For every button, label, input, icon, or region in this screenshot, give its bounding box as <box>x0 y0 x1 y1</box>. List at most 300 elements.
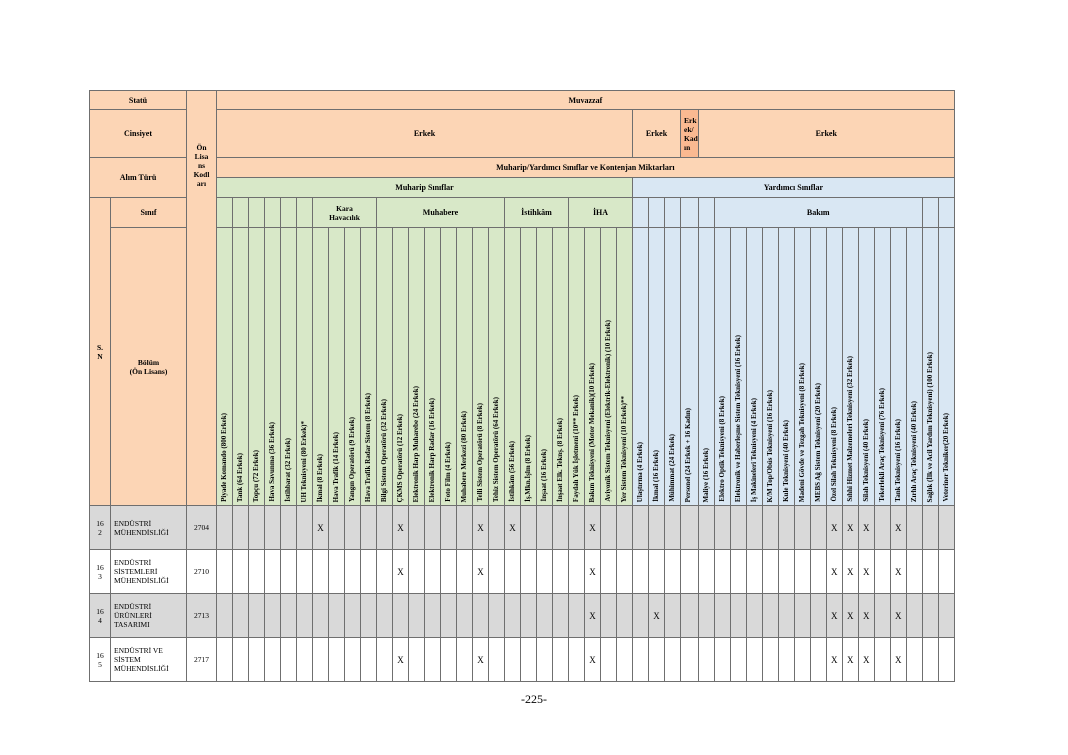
column-header-label: K/M Top/Obüs Teknisyeni (16 Erkek) <box>765 389 774 502</box>
column-header-label: Bakım Teknisyeni (Motor Mekanik)(10 Erkek) <box>588 362 596 502</box>
mark-cell: X <box>826 550 842 594</box>
empty-cell <box>505 550 521 594</box>
column-header-label: Yangın Operatörü (9 Erkek) <box>348 417 356 502</box>
empty-cell <box>489 594 505 638</box>
empty-cell <box>665 550 681 594</box>
mark-cell: X <box>842 594 858 638</box>
row-department: ENDÜSTRİ VE SİSTEM MÜHENDİSLİĞİ <box>111 638 187 682</box>
empty-cell <box>233 550 249 594</box>
mark-cell: X <box>842 638 858 682</box>
empty-cell <box>329 594 345 638</box>
empty-cell <box>217 550 233 594</box>
empty-cell <box>377 550 393 594</box>
empty-cell <box>569 550 585 594</box>
column-header-label: Muhabere Merkezi (80 Erkek) <box>460 410 468 502</box>
column-header-label: Aviyonik Sistem Teknisyeni (Elektrik-Elektronik) (10 Erkek) <box>604 320 612 502</box>
column-header <box>762 228 778 506</box>
row-code: 2710 <box>187 550 217 594</box>
empty-cell <box>906 506 922 550</box>
gender-erkek-kadin: Erk ek/ Kad ın <box>681 110 699 158</box>
column-header-label: Tank Teknisyeni (16 Erkek) <box>893 419 902 502</box>
column-header-label: Elektro Optik Teknisyeni (8 Erkek) <box>717 396 726 502</box>
cinsiyet-label: Cinsiyet <box>90 110 187 158</box>
empty-cell <box>665 594 681 638</box>
column-header <box>377 228 393 506</box>
row-sn: 16 4 <box>90 594 111 638</box>
column-header <box>425 228 441 506</box>
empty-cell <box>441 638 457 682</box>
column-header <box>249 228 265 506</box>
group-empty <box>681 198 699 228</box>
empty-cell <box>217 594 233 638</box>
column-header-label: Mühimmat (24 Erkek) <box>668 434 676 502</box>
column-header <box>858 228 874 506</box>
column-header-label: Ulaştırma (4 Erkek) <box>636 441 644 502</box>
empty-cell <box>329 638 345 682</box>
mark-cell: X <box>585 550 601 594</box>
column-header-label: Hava Trafik Radar Sistem (8 Erkek) <box>364 392 372 502</box>
column-header <box>922 228 938 506</box>
empty-cell <box>794 594 810 638</box>
empty-cell <box>345 638 361 682</box>
column-header <box>345 228 361 506</box>
column-header-label: İnşaat (16 Erkek) <box>540 449 548 502</box>
column-header <box>665 228 681 506</box>
quota-table-container <box>89 90 955 682</box>
empty-cell <box>361 638 377 682</box>
empty-cell <box>537 550 553 594</box>
empty-cell <box>746 506 762 550</box>
column-header-label: Hava Savunma (36 Erkek) <box>268 422 276 502</box>
column-header-label: Özel Silah Teknisyeni (8 Erkek) <box>829 407 838 502</box>
empty-cell <box>233 638 249 682</box>
column-header <box>633 228 649 506</box>
empty-cell <box>698 594 714 638</box>
column-header <box>489 228 505 506</box>
column-header <box>265 228 281 506</box>
mark-cell: X <box>473 506 489 550</box>
empty-cell <box>681 594 699 638</box>
empty-cell <box>938 550 954 594</box>
column-header-label: Silah Teknisyeni (40 Erkek) <box>861 419 870 502</box>
gender-erkek-rest: Erkek <box>698 110 954 158</box>
empty-cell <box>762 638 778 682</box>
group-istihkam: İstihkâm <box>505 198 569 228</box>
group-empty <box>265 198 281 228</box>
mark-cell: X <box>826 638 842 682</box>
empty-cell <box>665 506 681 550</box>
empty-cell <box>425 506 441 550</box>
empty-cell <box>217 506 233 550</box>
empty-cell <box>249 506 265 550</box>
empty-cell <box>249 550 265 594</box>
mark-cell: X <box>585 506 601 550</box>
empty-cell <box>489 506 505 550</box>
empty-cell <box>233 506 249 550</box>
column-header-label: Tank (64 Erkek) <box>236 452 244 502</box>
column-header <box>473 228 489 506</box>
empty-cell <box>313 594 329 638</box>
empty-cell <box>698 550 714 594</box>
empty-cell <box>730 506 746 550</box>
empty-cell <box>810 550 826 594</box>
empty-cell <box>441 594 457 638</box>
sn-header <box>90 198 111 506</box>
mark-cell: X <box>313 506 329 550</box>
empty-cell <box>265 506 281 550</box>
empty-cell <box>601 594 617 638</box>
empty-cell <box>922 594 938 638</box>
column-header-label: Tekerlekli Araç Teknisyeni (76 Erkek) <box>877 388 886 502</box>
column-header <box>906 228 922 506</box>
mark-cell: X <box>505 506 521 550</box>
gender-erkek-support: Erkek <box>633 110 681 158</box>
column-header <box>457 228 473 506</box>
empty-cell <box>569 594 585 638</box>
empty-cell <box>617 638 633 682</box>
yardimci-siniflar-label: Yardımcı Sınıflar <box>633 178 955 198</box>
empty-cell <box>633 506 649 550</box>
column-header-label: Elektronik ve Haberleşme Sistem Teknisyeni (16 Erkek) <box>733 334 742 502</box>
column-header-label: İnşaat Elk. Teknş. (8 Erkek) <box>556 417 564 502</box>
empty-cell <box>361 550 377 594</box>
empty-cell <box>810 638 826 682</box>
empty-cell <box>297 638 313 682</box>
table-row <box>90 594 955 638</box>
empty-cell <box>553 506 569 550</box>
column-header <box>361 228 377 506</box>
row-code: 2717 <box>187 638 217 682</box>
empty-cell <box>457 506 473 550</box>
empty-cell <box>601 550 617 594</box>
mark-cell: X <box>890 594 906 638</box>
column-header <box>521 228 537 506</box>
column-header-label: Zırhlı Araç Teknisyeni (40 Erkek) <box>909 400 918 502</box>
table-row <box>90 506 955 550</box>
column-header-label: ÇKMS Operatörü (12 Erkek) <box>396 413 404 502</box>
empty-cell <box>393 594 409 638</box>
mark-cell: X <box>826 506 842 550</box>
empty-cell <box>762 550 778 594</box>
empty-cell <box>361 594 377 638</box>
column-header <box>505 228 521 506</box>
empty-cell <box>537 594 553 638</box>
empty-cell <box>297 506 313 550</box>
empty-cell <box>938 594 954 638</box>
empty-cell <box>569 638 585 682</box>
column-header <box>313 228 329 506</box>
row-sn: 16 5 <box>90 638 111 682</box>
empty-cell <box>281 638 297 682</box>
empty-cell <box>425 550 441 594</box>
column-header-label: İkmal (16 Erkek) <box>652 450 660 502</box>
column-header-label: MEBS Ağ Sistem Teknisyeni (20 Erkek) <box>813 383 822 502</box>
empty-cell <box>681 638 699 682</box>
empty-cell <box>569 506 585 550</box>
row-sn: 16 3 <box>90 550 111 594</box>
column-header-label: İkmal (8 Erkek) <box>316 453 324 502</box>
column-header <box>681 228 699 506</box>
empty-cell <box>810 594 826 638</box>
group-muhabere: Muhabere <box>377 198 505 228</box>
column-header <box>601 228 617 506</box>
muvazzaf-label: Muvazzaf <box>217 91 955 110</box>
empty-cell <box>874 638 890 682</box>
column-header <box>409 228 425 506</box>
empty-cell <box>425 594 441 638</box>
empty-cell <box>505 638 521 682</box>
column-header-label: Telli Sistem Operatörü (8 Erkek) <box>476 403 484 502</box>
group-empty <box>938 198 954 228</box>
column-header <box>585 228 601 506</box>
column-header <box>890 228 906 506</box>
empty-cell <box>714 638 730 682</box>
empty-cell <box>409 506 425 550</box>
empty-cell <box>649 638 665 682</box>
column-header <box>938 228 954 506</box>
mark-cell: X <box>842 506 858 550</box>
row-department: ENDÜSTRİ SİSTEMLERİ MÜHENDİSLİĞİ <box>111 550 187 594</box>
column-header-label: Yer Sistem Teknisyeni (10 Erkek)** <box>620 395 628 502</box>
empty-cell <box>746 594 762 638</box>
mark-cell: X <box>858 594 874 638</box>
column-header <box>778 228 794 506</box>
column-header <box>537 228 553 506</box>
mark-cell: X <box>393 638 409 682</box>
empty-cell <box>537 506 553 550</box>
empty-cell <box>457 638 473 682</box>
column-header-label: İstihbarat (32 Erkek) <box>284 438 292 502</box>
empty-cell <box>874 506 890 550</box>
empty-cell <box>249 594 265 638</box>
empty-cell <box>297 550 313 594</box>
mark-cell: X <box>842 550 858 594</box>
mark-cell: X <box>890 506 906 550</box>
column-header-label: Faydalı Yük İşletmeni (10** Erkek) <box>572 394 580 502</box>
mark-cell: X <box>826 594 842 638</box>
empty-cell <box>553 594 569 638</box>
column-header <box>842 228 858 506</box>
empty-cell <box>617 506 633 550</box>
column-header <box>698 228 714 506</box>
group-empty <box>233 198 249 228</box>
table-row <box>90 638 955 682</box>
statu-label: Statü <box>90 91 187 110</box>
empty-cell <box>762 506 778 550</box>
mark-cell: X <box>890 550 906 594</box>
row-sn: 16 2 <box>90 506 111 550</box>
column-header-label: İş.Mkn.İşlm (8 Erkek) <box>524 435 532 502</box>
column-header-label: Hava Trafik (14 Erkek) <box>332 431 340 502</box>
empty-cell <box>633 550 649 594</box>
gender-erkek-muharip: Erkek <box>217 110 633 158</box>
empty-cell <box>601 638 617 682</box>
group-kara-havacilik: Kara Havacılık <box>313 198 377 228</box>
row-code: 2704 <box>187 506 217 550</box>
empty-cell <box>521 506 537 550</box>
column-header-label: Piyade Komando (800 Erkek) <box>220 413 228 502</box>
empty-cell <box>313 550 329 594</box>
group-empty <box>922 198 938 228</box>
empty-cell <box>617 550 633 594</box>
empty-cell <box>794 506 810 550</box>
empty-cell <box>489 550 505 594</box>
empty-cell <box>329 506 345 550</box>
empty-cell <box>457 550 473 594</box>
empty-cell <box>249 638 265 682</box>
empty-cell <box>922 638 938 682</box>
empty-cell <box>730 594 746 638</box>
column-header-label: İstihkâm (56 Erkek) <box>508 441 516 502</box>
empty-cell <box>329 550 345 594</box>
quota-table <box>89 90 955 682</box>
empty-cell <box>714 506 730 550</box>
column-header-label: Topçu (72 Erkek) <box>252 449 260 502</box>
empty-cell <box>714 550 730 594</box>
bolum-label: Bölüm (Ön Lisans) <box>129 357 168 376</box>
group-iha: İHA <box>569 198 633 228</box>
empty-cell <box>457 594 473 638</box>
group-empty <box>633 198 649 228</box>
empty-cell <box>714 594 730 638</box>
column-header <box>746 228 762 506</box>
column-header <box>553 228 569 506</box>
empty-cell <box>922 506 938 550</box>
mark-cell: X <box>473 550 489 594</box>
muharip-siniflar-label: Muharip Sınıflar <box>217 178 633 198</box>
column-header-label: Tehiz Sistem Operatörü (64 Erkek) <box>492 396 500 502</box>
empty-cell <box>906 550 922 594</box>
group-empty <box>665 198 681 228</box>
alim-turu-label: Alım Türü <box>90 158 187 198</box>
empty-cell <box>553 550 569 594</box>
empty-cell <box>489 638 505 682</box>
column-header <box>569 228 585 506</box>
column-header <box>649 228 665 506</box>
table-row <box>90 550 955 594</box>
mark-cell: X <box>858 506 874 550</box>
empty-cell <box>938 638 954 682</box>
column-header-label: Madeni Gövde ve Tezgah Teknisyeni (8 Erkek) <box>797 362 806 502</box>
empty-cell <box>441 506 457 550</box>
empty-cell <box>265 550 281 594</box>
empty-cell <box>794 550 810 594</box>
column-header <box>714 228 730 506</box>
column-header <box>810 228 826 506</box>
empty-cell <box>553 638 569 682</box>
group-empty <box>281 198 297 228</box>
sinif-label: Sınıf <box>111 198 187 228</box>
mark-cell: X <box>585 594 601 638</box>
mark-cell: X <box>393 506 409 550</box>
empty-cell <box>233 594 249 638</box>
mark-cell: X <box>858 638 874 682</box>
on-lisans-header <box>187 91 217 506</box>
mark-cell: X <box>890 638 906 682</box>
group-empty <box>249 198 265 228</box>
empty-cell <box>265 638 281 682</box>
group-empty <box>297 198 313 228</box>
empty-cell <box>361 506 377 550</box>
empty-cell <box>521 550 537 594</box>
column-header-label: Bilgi Sistem Operatörü (32 Erkek) <box>380 398 388 502</box>
empty-cell <box>409 550 425 594</box>
empty-cell <box>746 550 762 594</box>
empty-cell <box>377 638 393 682</box>
empty-cell <box>505 594 521 638</box>
column-header-label: Sıhhi Hizmet Malzemeleri Teknisyeni (32 Erkek) <box>845 356 854 502</box>
empty-cell <box>537 638 553 682</box>
row-code: 2713 <box>187 594 217 638</box>
empty-cell <box>762 594 778 638</box>
empty-cell <box>746 638 762 682</box>
mark-cell: X <box>649 594 665 638</box>
mark-cell: X <box>393 550 409 594</box>
empty-cell <box>874 550 890 594</box>
empty-cell <box>265 594 281 638</box>
empty-cell <box>906 638 922 682</box>
empty-cell <box>409 638 425 682</box>
empty-cell <box>297 594 313 638</box>
empty-cell <box>778 506 794 550</box>
column-header-label: Elektronik Harp Radar (16 Erkek) <box>428 397 436 502</box>
mark-cell: X <box>473 638 489 682</box>
column-header <box>217 228 233 506</box>
empty-cell <box>730 638 746 682</box>
group-bakim: Bakım <box>714 198 922 228</box>
on-lisans-label: Ön Lisa ns Kodl arı <box>193 143 210 188</box>
row-department: ENDÜSTRİ ÜRÜNLERİ TASARIMI <box>111 594 187 638</box>
row-department: ENDÜSTRİ MÜHENDİSLİĞİ <box>111 506 187 550</box>
column-header <box>826 228 842 506</box>
column-header-label: Veteriner Tekniker(20 Erkek) <box>941 413 950 502</box>
column-header-label: Kule Teknisyeni (40 Erkek) <box>781 420 790 502</box>
empty-cell <box>778 594 794 638</box>
empty-cell <box>601 506 617 550</box>
empty-cell <box>217 638 233 682</box>
group-empty <box>698 198 714 228</box>
column-header-label: İş Makineleri Teknisyeni (4 Erkek) <box>749 397 758 502</box>
empty-cell <box>874 594 890 638</box>
mark-cell: X <box>858 550 874 594</box>
column-header-label: Personel (24 Erkek + 16 Kadın) <box>684 407 692 502</box>
group-empty <box>217 198 233 228</box>
column-header <box>441 228 457 506</box>
column-header-label: Maliye (16 Erkek) <box>701 447 710 502</box>
empty-cell <box>906 594 922 638</box>
empty-cell <box>698 506 714 550</box>
empty-cell <box>345 594 361 638</box>
column-header <box>617 228 633 506</box>
group-empty <box>649 198 665 228</box>
column-header <box>393 228 409 506</box>
empty-cell <box>810 506 826 550</box>
column-header <box>794 228 810 506</box>
mark-cell: X <box>585 638 601 682</box>
empty-cell <box>281 594 297 638</box>
column-header <box>329 228 345 506</box>
column-header-label: Sağlık (İlk ve Acil Yardım Teknisyeni) (100 Erkek) <box>925 351 934 502</box>
column-header-label: UH Teknisyeni (80 Erkek)* <box>300 420 308 502</box>
empty-cell <box>345 506 361 550</box>
empty-cell <box>441 550 457 594</box>
empty-cell <box>633 594 649 638</box>
empty-cell <box>922 550 938 594</box>
empty-cell <box>345 550 361 594</box>
empty-cell <box>778 638 794 682</box>
empty-cell <box>778 550 794 594</box>
column-header <box>730 228 746 506</box>
